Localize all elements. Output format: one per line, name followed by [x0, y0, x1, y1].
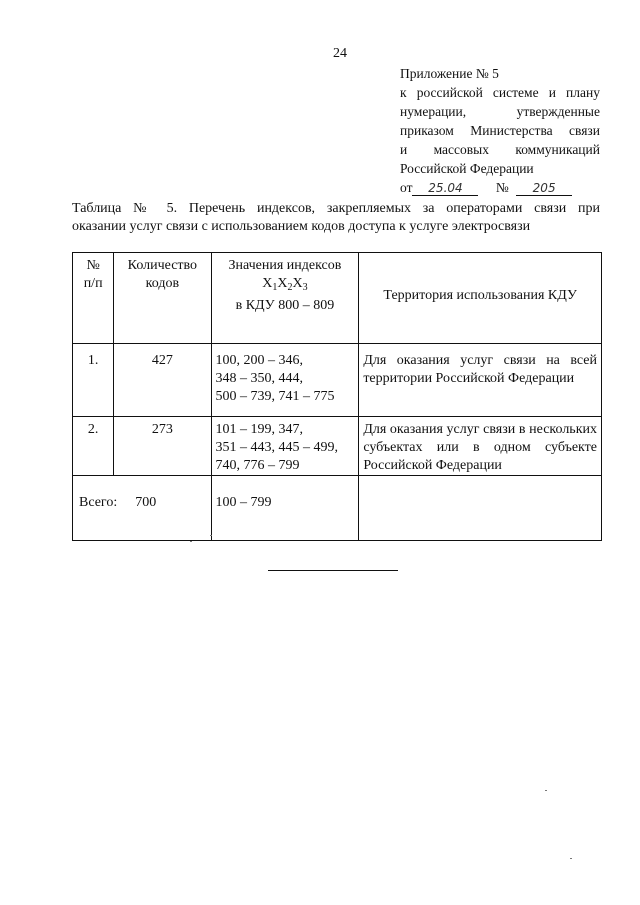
caption-line-1: Таблица № 5. Перечень индексов, закрепляемых за операторами связи при	[72, 201, 600, 216]
table-total-row	[73, 476, 602, 541]
header-count	[114, 253, 211, 344]
row-values-line: 101 – 199, 347,	[215, 422, 303, 437]
appendix-line: Российской Федерации	[400, 161, 534, 176]
scan-speck	[570, 858, 572, 859]
row-values	[211, 344, 359, 417]
total-count: 700	[135, 495, 157, 510]
total-values: 100 – 799	[211, 476, 359, 541]
table-header-row	[73, 253, 602, 344]
row-number: 1.	[73, 344, 114, 417]
row-territory: Для оказания услуг связи на всей территории Российской Федерации	[359, 344, 602, 417]
header-values-line: в КДУ 800 – 809	[235, 298, 335, 313]
appendix-line: нумерации, утвержденные	[400, 104, 600, 119]
header-values	[211, 253, 359, 344]
total-label: Всего:	[79, 495, 118, 510]
header-territory: Территория использования КДУ	[359, 253, 602, 344]
header-values-line: Значения индексов	[228, 258, 342, 273]
formula-var: X	[292, 276, 303, 291]
table-row	[73, 344, 602, 417]
handwritten-date: 25.04	[412, 181, 478, 196]
header-count-line: Количество	[127, 258, 198, 273]
appendix-line: и массовых коммуникаций	[400, 142, 600, 157]
formula-sub: 3	[302, 282, 308, 293]
total-cell	[73, 476, 212, 541]
row-values-line: 100, 200 – 346,	[215, 353, 303, 368]
header-number-line: №	[86, 258, 100, 273]
number-prefix: №	[495, 180, 509, 195]
page-number: 24	[333, 46, 347, 61]
header-number-line: п/п	[83, 276, 103, 291]
header-values-formula	[215, 275, 356, 297]
row-values-line: 348 – 350, 444,	[215, 371, 303, 386]
row-values-line: 500 – 739, 741 – 775	[215, 389, 335, 404]
header-number	[73, 253, 114, 344]
appendix-line: к российской системе и плану	[400, 85, 600, 100]
row-count: 427	[114, 344, 211, 417]
order-date-line	[400, 178, 600, 197]
scan-speck	[210, 535, 212, 536]
row-count: 273	[114, 417, 211, 476]
appendix-line: приказом Министерства связи	[400, 123, 600, 138]
row-territory: Для оказания услуг связи в нескольких субъектах или в одном субъекте Российской Федерации	[359, 417, 602, 476]
indices-table	[72, 252, 602, 541]
table-row	[73, 417, 602, 476]
handwritten-order-number: 205	[516, 181, 572, 196]
row-values	[211, 417, 359, 476]
date-prefix: от	[400, 180, 413, 195]
row-values-line: 351 – 443, 445 – 499,	[215, 440, 338, 455]
appendix-title: Приложение № 5	[400, 66, 499, 81]
scan-speck	[545, 790, 547, 791]
end-rule	[268, 570, 398, 571]
total-territory	[359, 476, 602, 541]
formula-sub: 1	[272, 282, 278, 293]
row-number: 2.	[73, 417, 114, 476]
formula-var: X	[277, 276, 288, 291]
caption-line-2: оказании услуг связи с использованием кодов доступа к услуге электросвязи	[72, 219, 531, 234]
table-caption	[72, 200, 600, 236]
header-count-line: кодов	[145, 276, 180, 291]
formula-sub: 2	[287, 282, 293, 293]
appendix-block	[400, 64, 600, 197]
row-values-line: 740, 776 – 799	[215, 458, 300, 473]
formula-var: X	[262, 276, 273, 291]
scan-speck	[190, 541, 192, 542]
